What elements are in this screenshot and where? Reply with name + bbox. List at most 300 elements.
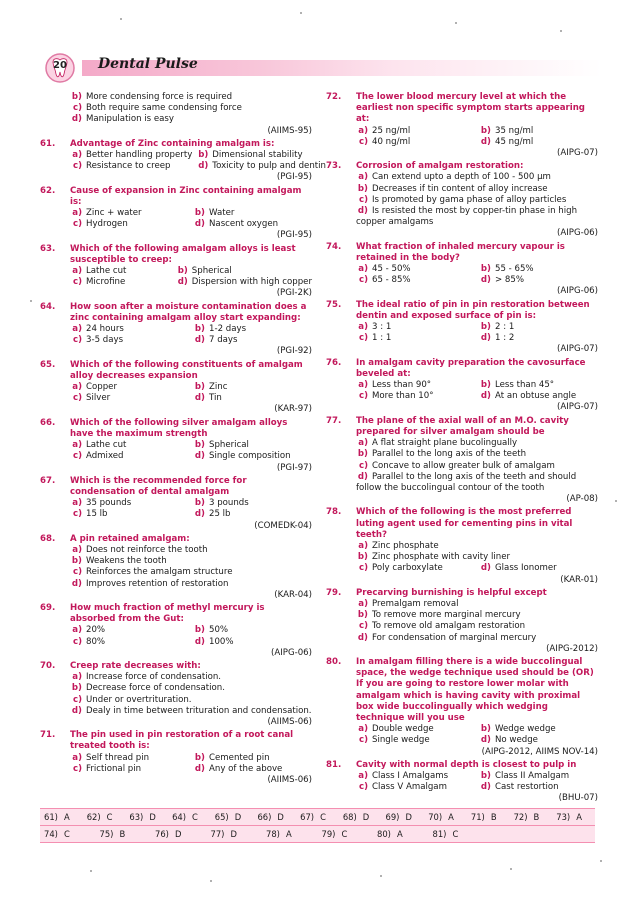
answer-letter: D xyxy=(405,812,412,822)
left-column xyxy=(40,92,326,788)
option-text: Better handling property xyxy=(86,150,193,161)
answer-cell xyxy=(296,812,339,822)
option-text: 35 ng/ml xyxy=(495,125,534,136)
answer-letter: A xyxy=(396,829,403,839)
answer-number: 65) xyxy=(214,812,229,822)
options-list xyxy=(356,771,598,793)
option-letter: c) xyxy=(72,161,82,172)
option-text: Is promoted by gama phase of alloy particles xyxy=(372,194,567,205)
answer-number: 67) xyxy=(300,812,315,822)
options-list xyxy=(356,438,598,494)
option-text: 100% xyxy=(209,636,234,647)
option-letter: d) xyxy=(480,391,491,402)
option xyxy=(70,672,312,683)
option-text: 1 : 1 xyxy=(372,333,392,344)
question-source: (AIPG-07) xyxy=(557,344,598,355)
option-text: Single composition xyxy=(209,451,291,462)
answer-cell xyxy=(262,829,318,839)
option xyxy=(70,393,189,404)
question-stem: Which of the following is the most preferred luting agent used for cementing pins in vital teeth? xyxy=(356,507,573,540)
option-text: Cemented pin xyxy=(209,752,270,763)
option-text: Lathe cut xyxy=(86,266,127,277)
option-letter: d) xyxy=(480,563,491,574)
option xyxy=(479,724,598,735)
answer-cell xyxy=(510,812,553,822)
page-number: 20 xyxy=(53,60,67,71)
options-list xyxy=(70,498,312,520)
option xyxy=(356,461,598,472)
option-text: Can extend upto a depth of 100 - 500 µm xyxy=(372,172,551,183)
option-text: Zinc xyxy=(209,382,228,393)
question-stem: Corrosion of amalgam restoration: xyxy=(356,161,524,172)
option-letter: a) xyxy=(72,324,82,335)
option xyxy=(196,150,326,161)
question-source: (COMEDK-04) xyxy=(254,520,312,531)
answer-cell xyxy=(168,812,211,822)
right-column xyxy=(326,92,598,807)
option-letter: a) xyxy=(358,125,368,136)
answer-letter: C xyxy=(320,812,326,822)
option xyxy=(193,637,312,648)
option-letter: a) xyxy=(72,150,82,161)
answer-cell xyxy=(96,829,152,839)
question-item xyxy=(40,661,312,728)
answer-number: 78) xyxy=(266,829,280,839)
option xyxy=(70,695,312,706)
option-letter: c) xyxy=(72,277,82,288)
option-letter: a) xyxy=(72,752,82,763)
option-text: Class I Amalgams xyxy=(372,770,449,781)
answer-cell xyxy=(424,812,467,822)
option xyxy=(356,563,475,574)
option-text: Less than 45° xyxy=(495,380,555,391)
option-letter: c) xyxy=(358,275,368,286)
option-letter: b) xyxy=(357,552,368,563)
option-letter: d) xyxy=(194,763,205,774)
answer-letter: D xyxy=(277,812,284,822)
option-text: Is resisted the most by copper-tin phase in high copper amalgams xyxy=(356,206,578,228)
option-letter: c) xyxy=(358,621,368,632)
option-letter: c) xyxy=(72,335,82,346)
option-letter: c) xyxy=(358,194,368,205)
question-stem: The lower blood mercury level at which the earliest non specific symptom starts appearing at: xyxy=(356,92,585,125)
question-number: 64. xyxy=(40,301,56,312)
answer-cell xyxy=(552,812,595,822)
option-letter: a) xyxy=(358,322,368,333)
option-text: 80% xyxy=(86,636,106,647)
option-text: 45 ng/ml xyxy=(495,136,534,147)
option xyxy=(70,266,172,277)
question-stem: Which of the following constituents of amalgam alloy decreases expansion xyxy=(70,359,303,381)
question-stem: A pin retained amalgam: xyxy=(70,533,190,544)
question-source: (KAR-04) xyxy=(274,589,312,600)
option-letter: a) xyxy=(72,382,82,393)
option-text: Premalgam removal xyxy=(372,598,459,609)
question-item xyxy=(326,507,598,585)
scan-speckle xyxy=(380,875,382,877)
option xyxy=(70,208,189,219)
answer-cell xyxy=(83,812,126,822)
option-text: 24 hours xyxy=(86,324,124,335)
option-letter: d) xyxy=(177,277,188,288)
question-source: (AIIMS-95) xyxy=(267,125,312,136)
question-number: 81. xyxy=(326,759,342,770)
option xyxy=(70,103,312,114)
option-letter: c) xyxy=(358,391,368,402)
question-source: (AIIMS-06) xyxy=(267,774,312,785)
answer-letter: D xyxy=(362,812,370,822)
option-text: Class V Amalgam xyxy=(372,782,447,793)
option-letter: b) xyxy=(357,610,368,621)
option-text: Parallel to the long axis of the teeth and should follow the buccolingual contour of the tooth xyxy=(356,471,577,493)
option xyxy=(193,208,312,219)
option xyxy=(479,380,598,391)
option-text: > 85% xyxy=(495,275,525,286)
question-item xyxy=(40,186,312,242)
option-letter: a) xyxy=(72,544,82,555)
question-item xyxy=(40,92,312,137)
question-stem: The plane of the axial wall of an M.O. cavity prepared for silver amalgam should be xyxy=(356,415,569,437)
answer-letter: B xyxy=(119,829,126,839)
answer-letter: B xyxy=(490,812,497,822)
question-number: 78. xyxy=(326,507,342,518)
option-letter: b) xyxy=(194,625,205,636)
question-item xyxy=(40,360,312,416)
answer-number: 71) xyxy=(470,812,485,822)
option xyxy=(356,541,598,552)
option-text: Spherical xyxy=(209,440,249,451)
option-text: Does not reinforce the tooth xyxy=(86,544,208,555)
option xyxy=(356,172,598,183)
question-number: 72. xyxy=(326,92,342,102)
answer-key xyxy=(40,808,595,843)
option-text: 25 ng/ml xyxy=(372,125,411,136)
option-text: Under or overtrituration. xyxy=(86,694,192,705)
question-item xyxy=(40,603,312,659)
option xyxy=(356,472,598,494)
option-text: Concave to allow greater bulk of amalgam xyxy=(372,460,555,471)
option-letter: b) xyxy=(480,770,491,781)
option-letter: b) xyxy=(194,440,205,451)
answer-letter: A xyxy=(448,812,454,822)
option-text: Microfine xyxy=(86,277,126,288)
option xyxy=(356,724,475,735)
option-text: Decrease force of condensation. xyxy=(86,683,225,694)
option xyxy=(356,633,598,644)
option xyxy=(193,753,312,764)
question-source: (PGI-95) xyxy=(276,172,312,183)
scan-speckle xyxy=(615,500,617,502)
option-letter: d) xyxy=(480,136,491,147)
option xyxy=(70,764,189,775)
answer-cell xyxy=(211,812,254,822)
option xyxy=(356,599,598,610)
option-text: More than 10° xyxy=(372,391,434,402)
answer-number: 69) xyxy=(385,812,400,822)
answer-letter: A xyxy=(576,812,582,822)
options-list xyxy=(70,545,312,590)
answer-cell xyxy=(151,829,207,839)
option-letter: c) xyxy=(358,782,368,793)
question-item xyxy=(326,358,598,414)
option-letter: a) xyxy=(72,672,82,683)
option-letter: a) xyxy=(72,498,82,509)
option-text: 3 pounds xyxy=(209,498,249,509)
options-list xyxy=(70,324,312,346)
option-letter: a) xyxy=(72,625,82,636)
option-letter: b) xyxy=(194,498,205,509)
option xyxy=(356,184,598,195)
option-text: 25 lb xyxy=(209,509,231,520)
option-text: Dimensional stability xyxy=(212,150,303,161)
option-letter: b) xyxy=(71,92,82,102)
option-letter: b) xyxy=(480,264,491,275)
question-number: 74. xyxy=(326,241,342,252)
scan-speckle xyxy=(90,870,92,872)
option-letter: c) xyxy=(358,735,368,746)
option xyxy=(70,625,189,636)
option xyxy=(70,440,189,451)
answer-cell xyxy=(373,829,429,839)
option xyxy=(193,451,312,462)
option xyxy=(479,782,598,793)
option-letter: b) xyxy=(357,449,368,460)
option-text: Cast restortion xyxy=(495,782,559,793)
option-text: 50% xyxy=(209,625,229,636)
question-number: 62. xyxy=(40,185,56,196)
option-letter: b) xyxy=(194,324,205,335)
option-text: 20% xyxy=(86,625,106,636)
option xyxy=(356,206,598,228)
option-letter: c) xyxy=(72,694,82,705)
option-text: Weakens the tooth xyxy=(86,556,167,567)
question-source: (AIPG-06) xyxy=(557,228,598,239)
option-letter: c) xyxy=(72,567,82,578)
option-letter: c) xyxy=(72,393,82,404)
option xyxy=(479,137,598,148)
answer-number: 80) xyxy=(377,829,391,839)
option xyxy=(70,92,312,103)
option xyxy=(70,114,312,125)
option-letter: b) xyxy=(177,266,188,277)
option xyxy=(176,277,312,288)
option xyxy=(70,150,192,161)
option-text: 3-5 days xyxy=(86,335,124,346)
option xyxy=(193,382,312,393)
option-text: Tin xyxy=(209,393,222,404)
question-stem: Cavity with normal depth is closest to pulp in xyxy=(356,759,577,770)
answer-letter: D xyxy=(149,812,156,822)
answer-row xyxy=(40,826,595,843)
scan-speckle xyxy=(600,860,602,862)
question-stem: Advantage of Zinc containing amalgam is: xyxy=(70,138,275,149)
answer-number: 76) xyxy=(155,829,169,839)
answer-number: 81) xyxy=(432,829,447,839)
question-source: (KAR-01) xyxy=(560,574,598,585)
question-item xyxy=(40,302,312,358)
question-number: 75. xyxy=(326,299,342,310)
option xyxy=(70,753,189,764)
option xyxy=(70,324,189,335)
question-number: 66. xyxy=(40,417,56,428)
option xyxy=(479,126,598,137)
option xyxy=(70,545,312,556)
option-letter: d) xyxy=(194,219,205,230)
option-text: Hydrogen xyxy=(86,219,128,230)
answer-cell xyxy=(40,829,96,839)
option-letter: d) xyxy=(194,509,205,520)
options-list xyxy=(356,724,598,746)
question-stem: Precarving burnishing is helpful except xyxy=(356,587,547,598)
option-text: Dealy in time between trituration and condensation. xyxy=(86,705,312,716)
answer-number: 62) xyxy=(86,812,101,822)
answer-cell xyxy=(339,812,382,822)
option-letter: b) xyxy=(480,322,491,333)
options-list xyxy=(70,672,312,717)
option xyxy=(70,451,189,462)
option xyxy=(479,264,598,275)
option-letter: b) xyxy=(480,380,491,391)
answer-letter: C xyxy=(106,812,113,822)
option-letter: c) xyxy=(72,509,82,520)
question-item xyxy=(326,760,598,805)
answer-number: 63) xyxy=(129,812,144,822)
option xyxy=(70,219,189,230)
option-letter: d) xyxy=(480,782,491,793)
options-list xyxy=(70,266,312,288)
option-text: Manipulation is easy xyxy=(86,114,174,125)
option-text: 40 ng/ml xyxy=(372,136,411,147)
option-text: Copper xyxy=(86,382,117,393)
option-letter: a) xyxy=(358,540,368,551)
answer-number: 75) xyxy=(99,829,114,839)
option xyxy=(70,567,312,578)
option-text: To remove old amalgam restoration xyxy=(372,621,526,632)
answer-cell xyxy=(429,829,485,839)
option-letter: c) xyxy=(358,563,368,574)
answer-cell xyxy=(467,812,510,822)
answer-number: 73) xyxy=(556,812,571,822)
option xyxy=(356,552,598,563)
option-text: Class II Amalgam xyxy=(495,770,570,781)
scan-speckle xyxy=(560,30,562,32)
option-letter: a) xyxy=(358,770,368,781)
question-number: 61. xyxy=(40,138,56,149)
option-letter: a) xyxy=(358,724,368,735)
option-text: Admixed xyxy=(86,451,124,462)
options-list xyxy=(356,172,598,228)
option xyxy=(479,333,598,344)
question-item xyxy=(326,657,598,758)
question-stem: In amalgam cavity preparation the cavosurface beveled at: xyxy=(356,357,586,379)
option xyxy=(70,509,189,520)
option-text: Resistance to creep xyxy=(86,161,171,172)
option-text: Parallel to the long axis of the teeth xyxy=(372,449,527,460)
options-list xyxy=(356,599,598,644)
question-item xyxy=(326,242,598,298)
option-letter: d) xyxy=(357,632,368,643)
option xyxy=(70,335,189,346)
option-text: Any of the above xyxy=(209,763,283,774)
scan-speckle xyxy=(30,300,32,302)
option-letter: a) xyxy=(358,438,368,449)
scan-speckle xyxy=(300,12,302,14)
scan-speckle xyxy=(510,868,512,870)
option xyxy=(356,449,598,460)
option-letter: c) xyxy=(72,103,82,114)
option-text: Frictional pin xyxy=(86,763,142,774)
answer-number: 72) xyxy=(513,812,528,822)
answer-number: 68) xyxy=(342,812,357,822)
options-list xyxy=(70,753,312,775)
option-text: 65 - 85% xyxy=(372,275,411,286)
options-list xyxy=(356,380,598,402)
option-text: 2 : 1 xyxy=(495,322,515,333)
option xyxy=(356,391,475,402)
question-stem: Which is the recommended force for condensation of dental amalgam xyxy=(70,475,247,497)
option xyxy=(193,393,312,404)
option xyxy=(479,735,598,746)
question-number: 69. xyxy=(40,602,56,613)
question-source: (PGI-92) xyxy=(276,346,312,357)
option-text: 3 : 1 xyxy=(372,322,392,333)
question-source: (PGI-95) xyxy=(276,230,312,241)
spacer xyxy=(326,805,598,807)
option-letter: d) xyxy=(357,471,368,482)
option-text: Toxicity to pulp and dentin xyxy=(212,161,326,172)
question-item xyxy=(326,161,598,239)
option-letter: b) xyxy=(480,125,491,136)
option-letter: d) xyxy=(194,393,205,404)
answer-letter: C xyxy=(192,812,198,822)
option xyxy=(193,625,312,636)
answer-number: 64) xyxy=(172,812,186,822)
option-letter: b) xyxy=(357,183,368,194)
question-source: (AIPG-2012, AIIMS NOV-14) xyxy=(481,746,598,757)
answer-cell xyxy=(125,812,168,822)
option xyxy=(70,683,312,694)
option xyxy=(70,498,189,509)
option-text: Zinc phosphate xyxy=(372,540,439,551)
option-text: Self thread pin xyxy=(86,752,150,763)
answer-number: 61) xyxy=(44,812,58,822)
option xyxy=(193,764,312,775)
option-letter: b) xyxy=(71,556,82,567)
options-list xyxy=(70,625,312,647)
option-letter: a) xyxy=(72,208,82,219)
option xyxy=(479,275,598,286)
options-list xyxy=(356,126,598,148)
question-stem: Which of the following amalgam alloys is least susceptible to creep: xyxy=(70,243,296,265)
option-letter: d) xyxy=(198,161,209,172)
option-letter: a) xyxy=(358,172,368,183)
option-text: Zinc + water xyxy=(86,208,142,219)
option xyxy=(356,333,475,344)
question-stem: The pin used in pin restoration of a root canal treated tooth is: xyxy=(70,730,294,752)
option-letter: c) xyxy=(72,451,82,462)
option xyxy=(356,782,475,793)
option-text: 7 days xyxy=(209,335,238,346)
question-stem: How soon after a moisture contamination does a zinc containing amalgam alloy start expanding: xyxy=(70,301,307,323)
answer-cell xyxy=(318,829,374,839)
answer-letter: C xyxy=(341,829,348,839)
option xyxy=(193,219,312,230)
options-list xyxy=(70,382,312,404)
answer-letter: A xyxy=(285,829,292,839)
question-item xyxy=(326,588,598,655)
options-list xyxy=(70,150,326,172)
option-letter: d) xyxy=(480,333,491,344)
